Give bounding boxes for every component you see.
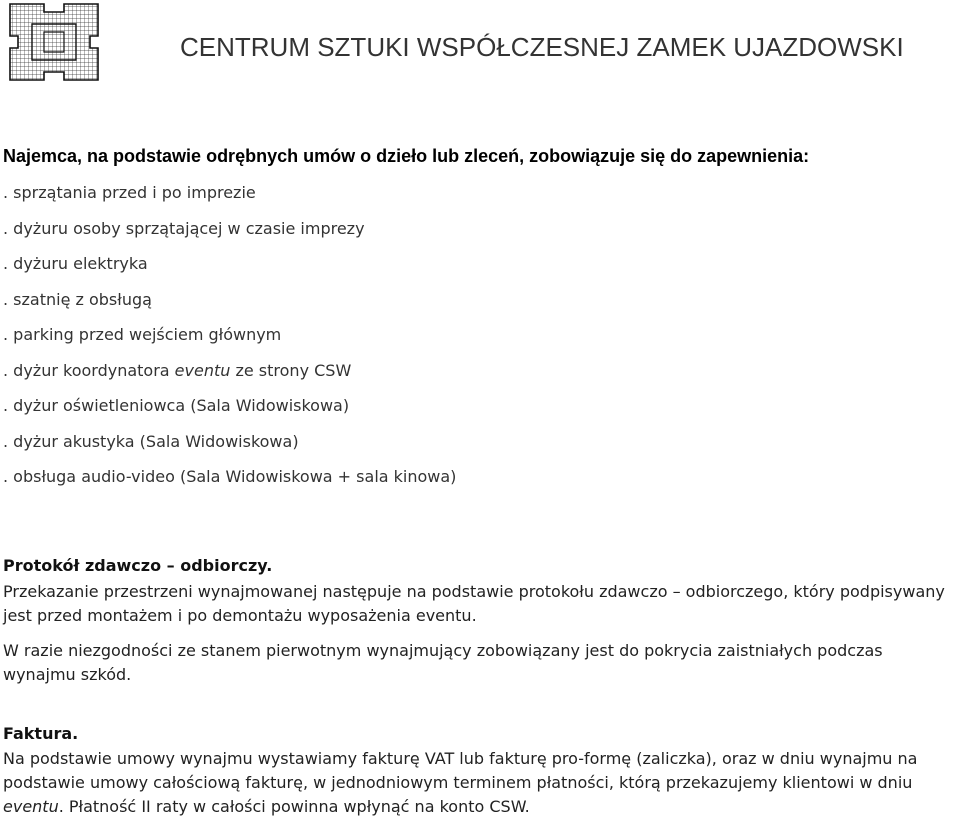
invoice-heading: Faktura. bbox=[3, 724, 79, 743]
services-list bbox=[3, 180, 456, 500]
protocol-paragraph: Przekazanie przestrzeni wynajmowanej następuje na podstawie protokołu zdawczo – odbiorczego, który podpisywany jest przed montażem i po demontażu wyposażenia eventu. bbox=[3, 582, 945, 625]
list-item: . szatnię z obsługą bbox=[3, 289, 152, 309]
list-item-emphasis: eventu bbox=[174, 360, 231, 380]
castle-grid-logo-icon bbox=[8, 2, 100, 82]
list-item: . dyżuru elektryka bbox=[3, 254, 148, 273]
list-item: . parking przed wejściem głównym bbox=[3, 325, 282, 344]
intro-text: Najemca, na podstawie odrębnych umów o dzieło lub zleceń, zobowiązuje się do zapewnienia: bbox=[3, 146, 810, 166]
invoice-text: . Płatność II raty w całości powinna wpłynąć na konto CSW. bbox=[58, 797, 530, 816]
list-item: . dyżuru osoby sprzątającej w czasie imprezy bbox=[3, 218, 365, 238]
list-item: . dyżur oświetleniowca (Sala Widowiskowa) bbox=[3, 396, 350, 415]
invoice-paragraph bbox=[3, 747, 959, 819]
list-item bbox=[3, 358, 456, 394]
protocol-heading: Protokół zdawczo – odbiorczy. bbox=[3, 556, 273, 575]
damage-paragraph: W razie niezgodności ze stanem pierwotnym wynajmujący zobowiązany jest do pokrycia zaistniałych podczas wynajmu szkód. bbox=[3, 641, 883, 684]
list-item: . sprzątania przed i po imprezie bbox=[3, 183, 256, 202]
invoice-emphasis: eventu bbox=[3, 797, 59, 816]
page-title: CENTRUM SZTUKI WSPÓŁCZESNEJ ZAMEK UJAZDOWSKI bbox=[180, 32, 904, 62]
invoice-text: Na podstawie umowy wynajmu wystawiamy fakturę VAT lub fakturę pro-formę (zaliczka), oraz w dniu wynajmu na podstawie umowy całościową fakturę, w jednodniowym terminem płatności, którą przekazujemy klientowi w dniu bbox=[3, 749, 918, 792]
list-item-text: ze strony CSW bbox=[230, 360, 352, 380]
list-item-text: . dyżur koordynatora bbox=[3, 360, 175, 380]
list-item: . dyżur akustyka (Sala Widowiskowa) bbox=[3, 431, 299, 451]
list-item: . obsługa audio-video (Sala Widowiskowa + sala kinowa) bbox=[3, 467, 457, 486]
